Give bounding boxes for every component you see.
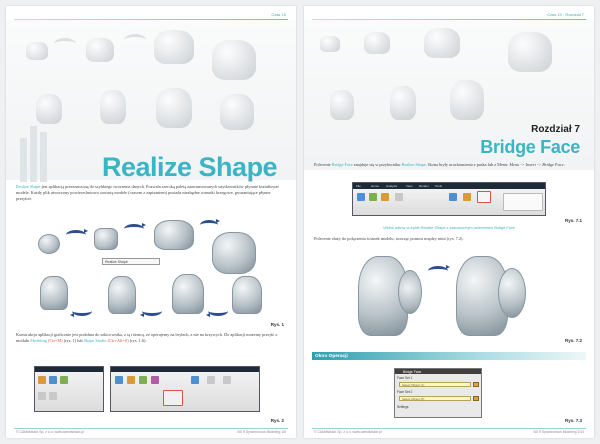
- hero-shape: [154, 30, 194, 64]
- ribbon-tab: Render: [419, 184, 429, 188]
- running-head: Czas 15 · Rozdział 7: [547, 12, 584, 17]
- left-page: [6, 6, 296, 438]
- modeling-screenshot: [34, 366, 104, 412]
- hero-title: Realize Shape: [102, 152, 278, 182]
- toolbar-icon: [191, 376, 199, 384]
- handle-after: [498, 268, 526, 318]
- face-set-1-field[interactable]: Select Object (1): [399, 382, 471, 387]
- toolbar-icon: [127, 376, 135, 384]
- model-stage-4: [212, 232, 256, 274]
- model-stage-8: [232, 276, 262, 314]
- figure-7-2: [344, 248, 554, 342]
- dialog-group-label: Settings: [397, 405, 409, 409]
- footer-right: NX 9 Synchronous Modeling 1/6: [237, 430, 286, 434]
- toolbar-icon: [463, 193, 471, 201]
- term-realize-shape: Realize Shape: [401, 162, 426, 167]
- model-stage-2: [94, 228, 118, 250]
- ribbon-body: [111, 372, 259, 411]
- realize-shape-popup: [102, 258, 160, 265]
- term-modeling: Modeling: [30, 338, 47, 343]
- body-paragraph-2: Polecenie służy do połączenia ścianek modelu, tworząc pomost między nimi (rys. 7.2).: [314, 236, 464, 241]
- text-segment: Konstrukcja aplikacji graficznie jest podobna do szkicownika, z tą różnicą, że operujemy na bryłach, a nie na krzywych. Do aplikacji możemy przejść z modułu: [16, 332, 278, 343]
- text-segment: .: [563, 162, 565, 167]
- dialog-title: Bridge Face: [403, 369, 422, 374]
- intro-paragraph: [314, 162, 584, 168]
- flow-arrow: [124, 224, 144, 234]
- hero-shape: [100, 90, 126, 124]
- hero-shape: [330, 90, 354, 120]
- hero-shape: [26, 42, 48, 60]
- model-stage-1: [38, 234, 60, 254]
- text-segment: (rys. 1.6).: [128, 338, 147, 343]
- toolbar-icon: [115, 376, 123, 384]
- footer-left: © CAMdivision Sp. z o.o. www.camdivision.pl: [16, 430, 84, 434]
- figure-7-1-description: Widok wiersz w trybie Realize Shape z zaznaczonym poleceniem Bridge Face: [383, 226, 515, 230]
- ribbon-body: [353, 189, 545, 215]
- bridge-face-dialog: [394, 368, 482, 418]
- ribbon-body: [35, 372, 103, 411]
- dialog-group-label: Face Set 1: [397, 376, 413, 380]
- section-header: [312, 352, 586, 360]
- model-stage-7: [172, 274, 204, 314]
- text-segment: . Ikona bryły uruchomienia z paska lub z Menu:: [425, 162, 510, 167]
- shortcut-studio: (Ctr+Alt+S): [107, 338, 129, 343]
- toolbar-icon: [449, 193, 457, 201]
- term-realize-shape: Realize Shape: [16, 184, 41, 189]
- toolbar-icon: [60, 376, 68, 384]
- toolbar-icon: [369, 193, 377, 201]
- toolbar-icon: [49, 392, 57, 400]
- text-segment: Polecenie: [314, 162, 332, 167]
- hero-shape: [220, 94, 254, 130]
- toolbar-icon: [357, 193, 365, 201]
- flow-arrow: [200, 220, 218, 230]
- hero-shape: [36, 94, 62, 124]
- flow-arrow: [208, 306, 228, 316]
- ribbon-tab: Analysis: [386, 184, 398, 188]
- figure-2-caption: Rys. 2: [270, 418, 284, 423]
- hero-arrow: [54, 38, 76, 50]
- hero-shape: [508, 32, 552, 72]
- popup-label: Realize Shape: [105, 260, 128, 264]
- shape-studio-screenshot: [110, 366, 260, 412]
- right-page: [304, 6, 594, 438]
- toolbar-icon: [381, 193, 389, 201]
- figure-7-2-caption: Rys. 7.2: [564, 338, 582, 343]
- model-stage-3: [154, 220, 194, 250]
- intro-text: jest aplikacją przeznaczoną do szybkiego tworzenia danych. Pozwala szeroką paletą zaawansowanych użytkowników płynnie kształtować modele. Każdy plik utworzony powierzchniowo zawartą modele (czasem z zapisaniem) posiada niezbędne warunki brzegowe, gwarantujące płynne przejście.: [16, 184, 280, 201]
- toolbar-icon: [207, 376, 215, 384]
- hero-shape: [450, 80, 484, 120]
- figure-7-3-caption: Rys. 7.3: [564, 418, 582, 423]
- hero-arrow: [124, 34, 146, 46]
- footer-right: NX 9 Synchronous Modeling 1/10: [533, 430, 584, 434]
- ribbon-tab: View: [406, 184, 413, 188]
- shortcut-modeling: (Ctr+M): [48, 338, 63, 343]
- text-segment: (rys. 1) lub: [62, 338, 84, 343]
- highlighted-command-icon: [163, 390, 183, 406]
- hero-shape: [156, 88, 192, 128]
- term-shape-studio: Shape Studio: [83, 338, 107, 343]
- nx-ribbon-screenshot: [352, 182, 546, 216]
- ribbon-tab: File: [356, 184, 361, 188]
- figure-1-caption: Rys. 1: [270, 322, 284, 327]
- ribbon-tab: Home: [371, 184, 380, 188]
- flow-arrow: [428, 266, 448, 276]
- toolbar-icon: [139, 376, 147, 384]
- footer-rule: [14, 428, 288, 429]
- hero-shape: [390, 86, 416, 120]
- model-stage-5: [40, 276, 68, 310]
- text-segment: znajduje się w przyborniku: [352, 162, 402, 167]
- orientation-icon: [460, 332, 468, 338]
- running-head: Czas 15: [271, 12, 286, 17]
- dialog-titlebar: [395, 369, 481, 374]
- face-set-2-field[interactable]: Select Object (0): [399, 396, 471, 401]
- toolbar-icon: [151, 376, 159, 384]
- flow-arrow: [142, 306, 162, 316]
- toolbar-icon: [223, 376, 231, 384]
- ribbon-tab: Tools: [435, 184, 443, 188]
- chapter-label: Rozdział 7: [531, 124, 580, 135]
- menu-path: Menu -> Insert -> Bridge Face: [509, 162, 564, 167]
- decorative-pillars: [20, 126, 54, 182]
- handle-before: [398, 270, 422, 314]
- toolbar-icon: [38, 392, 46, 400]
- body-paragraph-2: [16, 332, 286, 344]
- toolbar-icon: [38, 376, 46, 384]
- flow-arrow: [72, 306, 92, 316]
- toolbar-icon: [49, 376, 57, 384]
- hero-shape: [212, 40, 256, 80]
- figure-1: [16, 214, 286, 322]
- figure-7-1-caption: Rys. 7.1: [564, 218, 582, 223]
- face-set-2-select-button[interactable]: [473, 396, 479, 401]
- flow-arrow: [66, 230, 86, 240]
- bridge-face-icon: [477, 191, 491, 203]
- term-bridge-face: Bridge Face: [331, 162, 353, 167]
- dialog-group-label: Face Set 2: [397, 390, 413, 394]
- footer-rule: [312, 428, 586, 429]
- footer-left: © CAMdivision Sp. z o.o. www.camdivision.pl: [314, 430, 382, 434]
- model-stage-6: [108, 276, 136, 314]
- toolbar-icon: [395, 193, 403, 201]
- face-set-1-select-button[interactable]: [473, 382, 479, 387]
- chapter-title: Bridge Face: [480, 137, 580, 157]
- dropdown-panel: [503, 193, 543, 211]
- hero-shape: [424, 28, 460, 58]
- intro-paragraph: [16, 184, 286, 202]
- hero-shape: [320, 36, 340, 52]
- hero-shape: [364, 32, 390, 54]
- hero-shape: [86, 38, 114, 62]
- section-title: Okno Operacji: [315, 353, 348, 359]
